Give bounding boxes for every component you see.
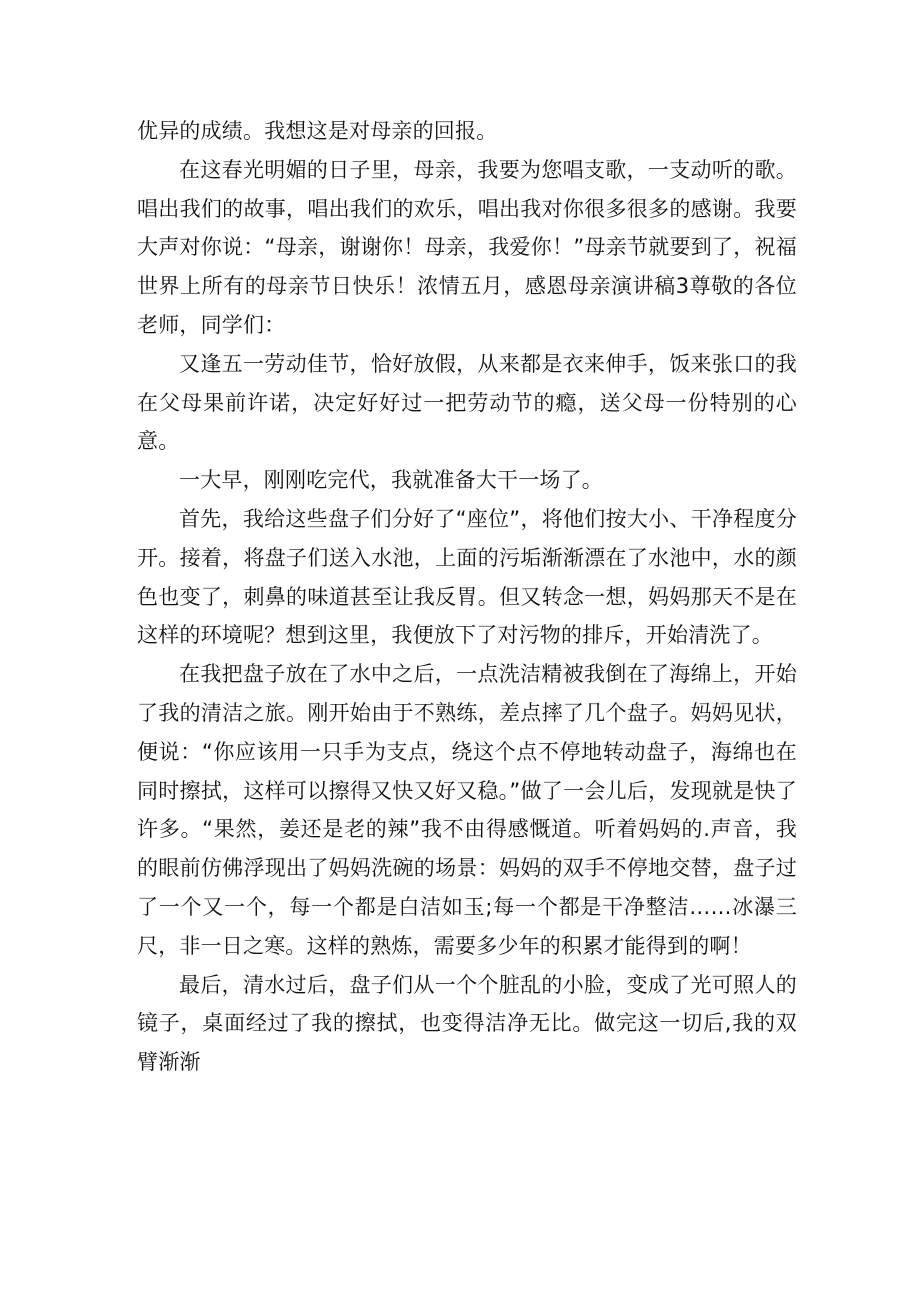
paragraph-7: 最后，清水过后，盘子们从一个个脏乱的小脸，变成了光可照人的镜子，桌面经过了我的擦拭，也变得洁净无比。做完这一切后,我的双臂渐渐 (137, 972, 797, 1075)
paragraph-4: 一大早，刚刚吃完代，我就准备大干一场了。 (179, 468, 603, 493)
paragraph-3: 又逢五一劳动佳节，恰好放假，从来都是衣来伸手，饭来张口的我在父母果前许诺，决定好好过一把劳动节的瘾，送父母一份特别的心意。 (137, 351, 797, 454)
paragraph-2: 在这春光明媚的日子里，母亲，我要为您唱支歌，一支动听的歌。唱出我们的故事，唱出我们的欢乐，唱出我对你很多很多的感谢。我要大声对你说：“母亲，谢谢你！母亲，我爱你！”母亲节就要到了，祝福世界上所有的母亲节日快乐！浓情五月，感恩母亲演讲稿3尊敬的各位老师，同学们： (137, 157, 797, 337)
paragraph-6: 在我把盘子放在了水中之后，一点洗洁精被我倒在了海绵上，开始了我的清洁之旅。刚开始由于不熟练，差点摔了几个盘子。妈妈见状，便说：“你应该用一只手为支点，绕这个点不停地转动盘子，海绵也在同时擦拭，这样可以擦得又快又好又稳。”做了一会儿后，发现就是快了许多。“果然，姜还是老的辣”我不由得感慨道。听着妈妈的.声音，我的眼前仿佛浮现出了妈妈洗碗的场景：妈妈的双手不停地交替，盘子过了一个又一个，每一个都是白洁如玉;每一个都是干净整洁……冰瀑三尺，非一日之寒。这样的熟炼，需要多少年的积累才能得到的啊！ (137, 662, 797, 958)
body-text (137, 112, 797, 1082)
paragraph-1: 优异的成绩。我想这是对母亲的回报。 (137, 119, 498, 143)
paragraph-5: 首先，我给这些盘子们分好了“座位”，将他们按大小、干净程度分开。接着，将盘子们送入水池，上面的污垢渐渐漂在了水池中，水的颜色也变了，刺鼻的味道甚至让我反胃。但又转念一想，妈妈那天不是在这样的环境呢？想到这里，我便放下了对污物的排斥，开始清洗了。 (137, 506, 797, 648)
